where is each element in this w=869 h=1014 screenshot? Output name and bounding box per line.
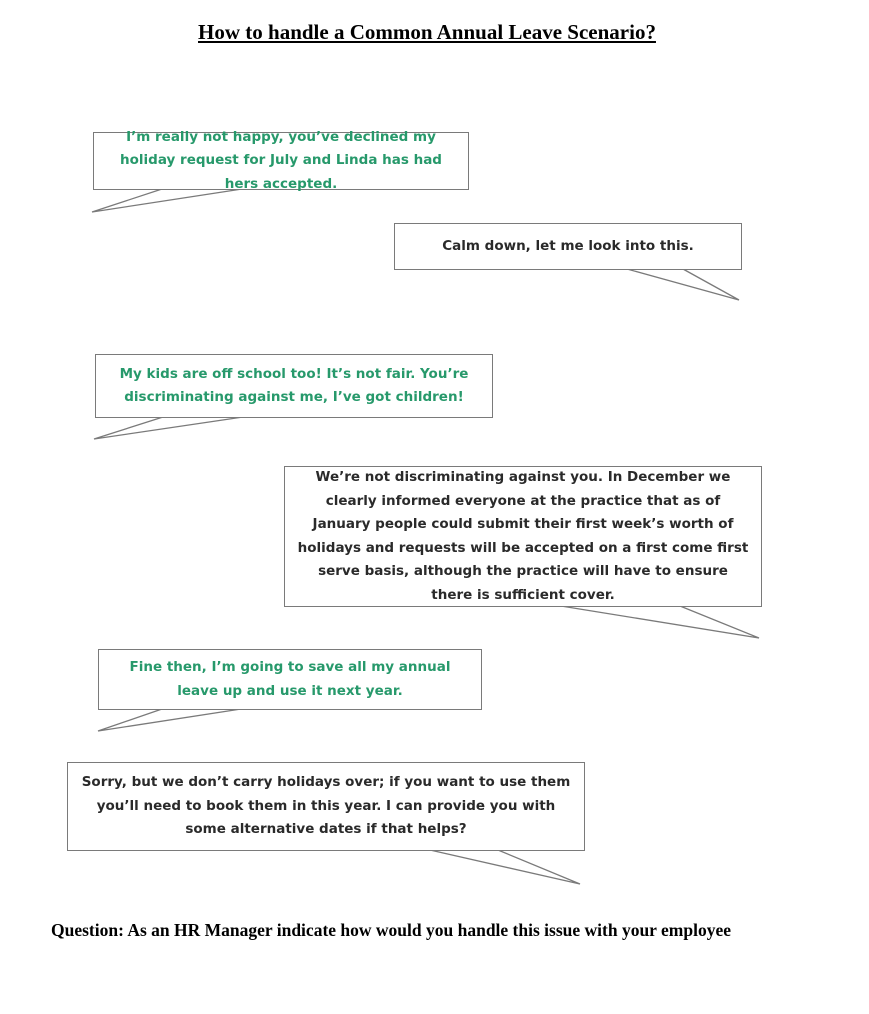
speech-bubble-employee-1 <box>93 128 469 192</box>
bubble-text: Sorry, but we don’t carry holidays over; if you want to use them you’ll need to book them in this year. I can provide you with some alternative dates if that helps? <box>81 774 571 838</box>
bubble-text: I’m really not happy, you’ve declined my holiday request for July and Linda has had hers accepted. <box>120 128 442 192</box>
bubble-5-tail <box>98 709 241 731</box>
bubble-2-tail <box>627 269 739 300</box>
bubble-text: Calm down, let me look into this. <box>442 237 694 254</box>
bubble-6-tail <box>430 850 580 884</box>
page-title: How to handle a Common Annual Leave Scenario? <box>198 20 656 44</box>
speech-bubble-employee-3 <box>98 649 482 710</box>
speech-bubble-manager-3 <box>67 762 585 851</box>
bubble-text: My kids are off school too! It’s not fair. You’re discriminating against me, I’ve got children! <box>119 365 469 405</box>
bubble-3-tail <box>94 417 243 439</box>
speech-bubble-manager-2 <box>284 466 762 607</box>
speech-bubble-employee-2 <box>95 354 493 418</box>
bubble-text: We’re not discriminating against you. In December we clearly informed everyone at the practice that as of January people could submit their first week’s worth of holidays and requests will be accepted on a first come first serve basis, although the practice will have to ensure there is sufficient cover. <box>297 469 749 603</box>
bubble-text: Fine then, I’m going to save all my annual leave up and use it next year. <box>129 659 451 699</box>
speech-bubble-manager-1 <box>394 223 742 270</box>
question-text: Question: As an HR Manager indicate how would you handle this issue with your employee <box>51 920 731 940</box>
bubble-4-tail <box>561 606 759 638</box>
